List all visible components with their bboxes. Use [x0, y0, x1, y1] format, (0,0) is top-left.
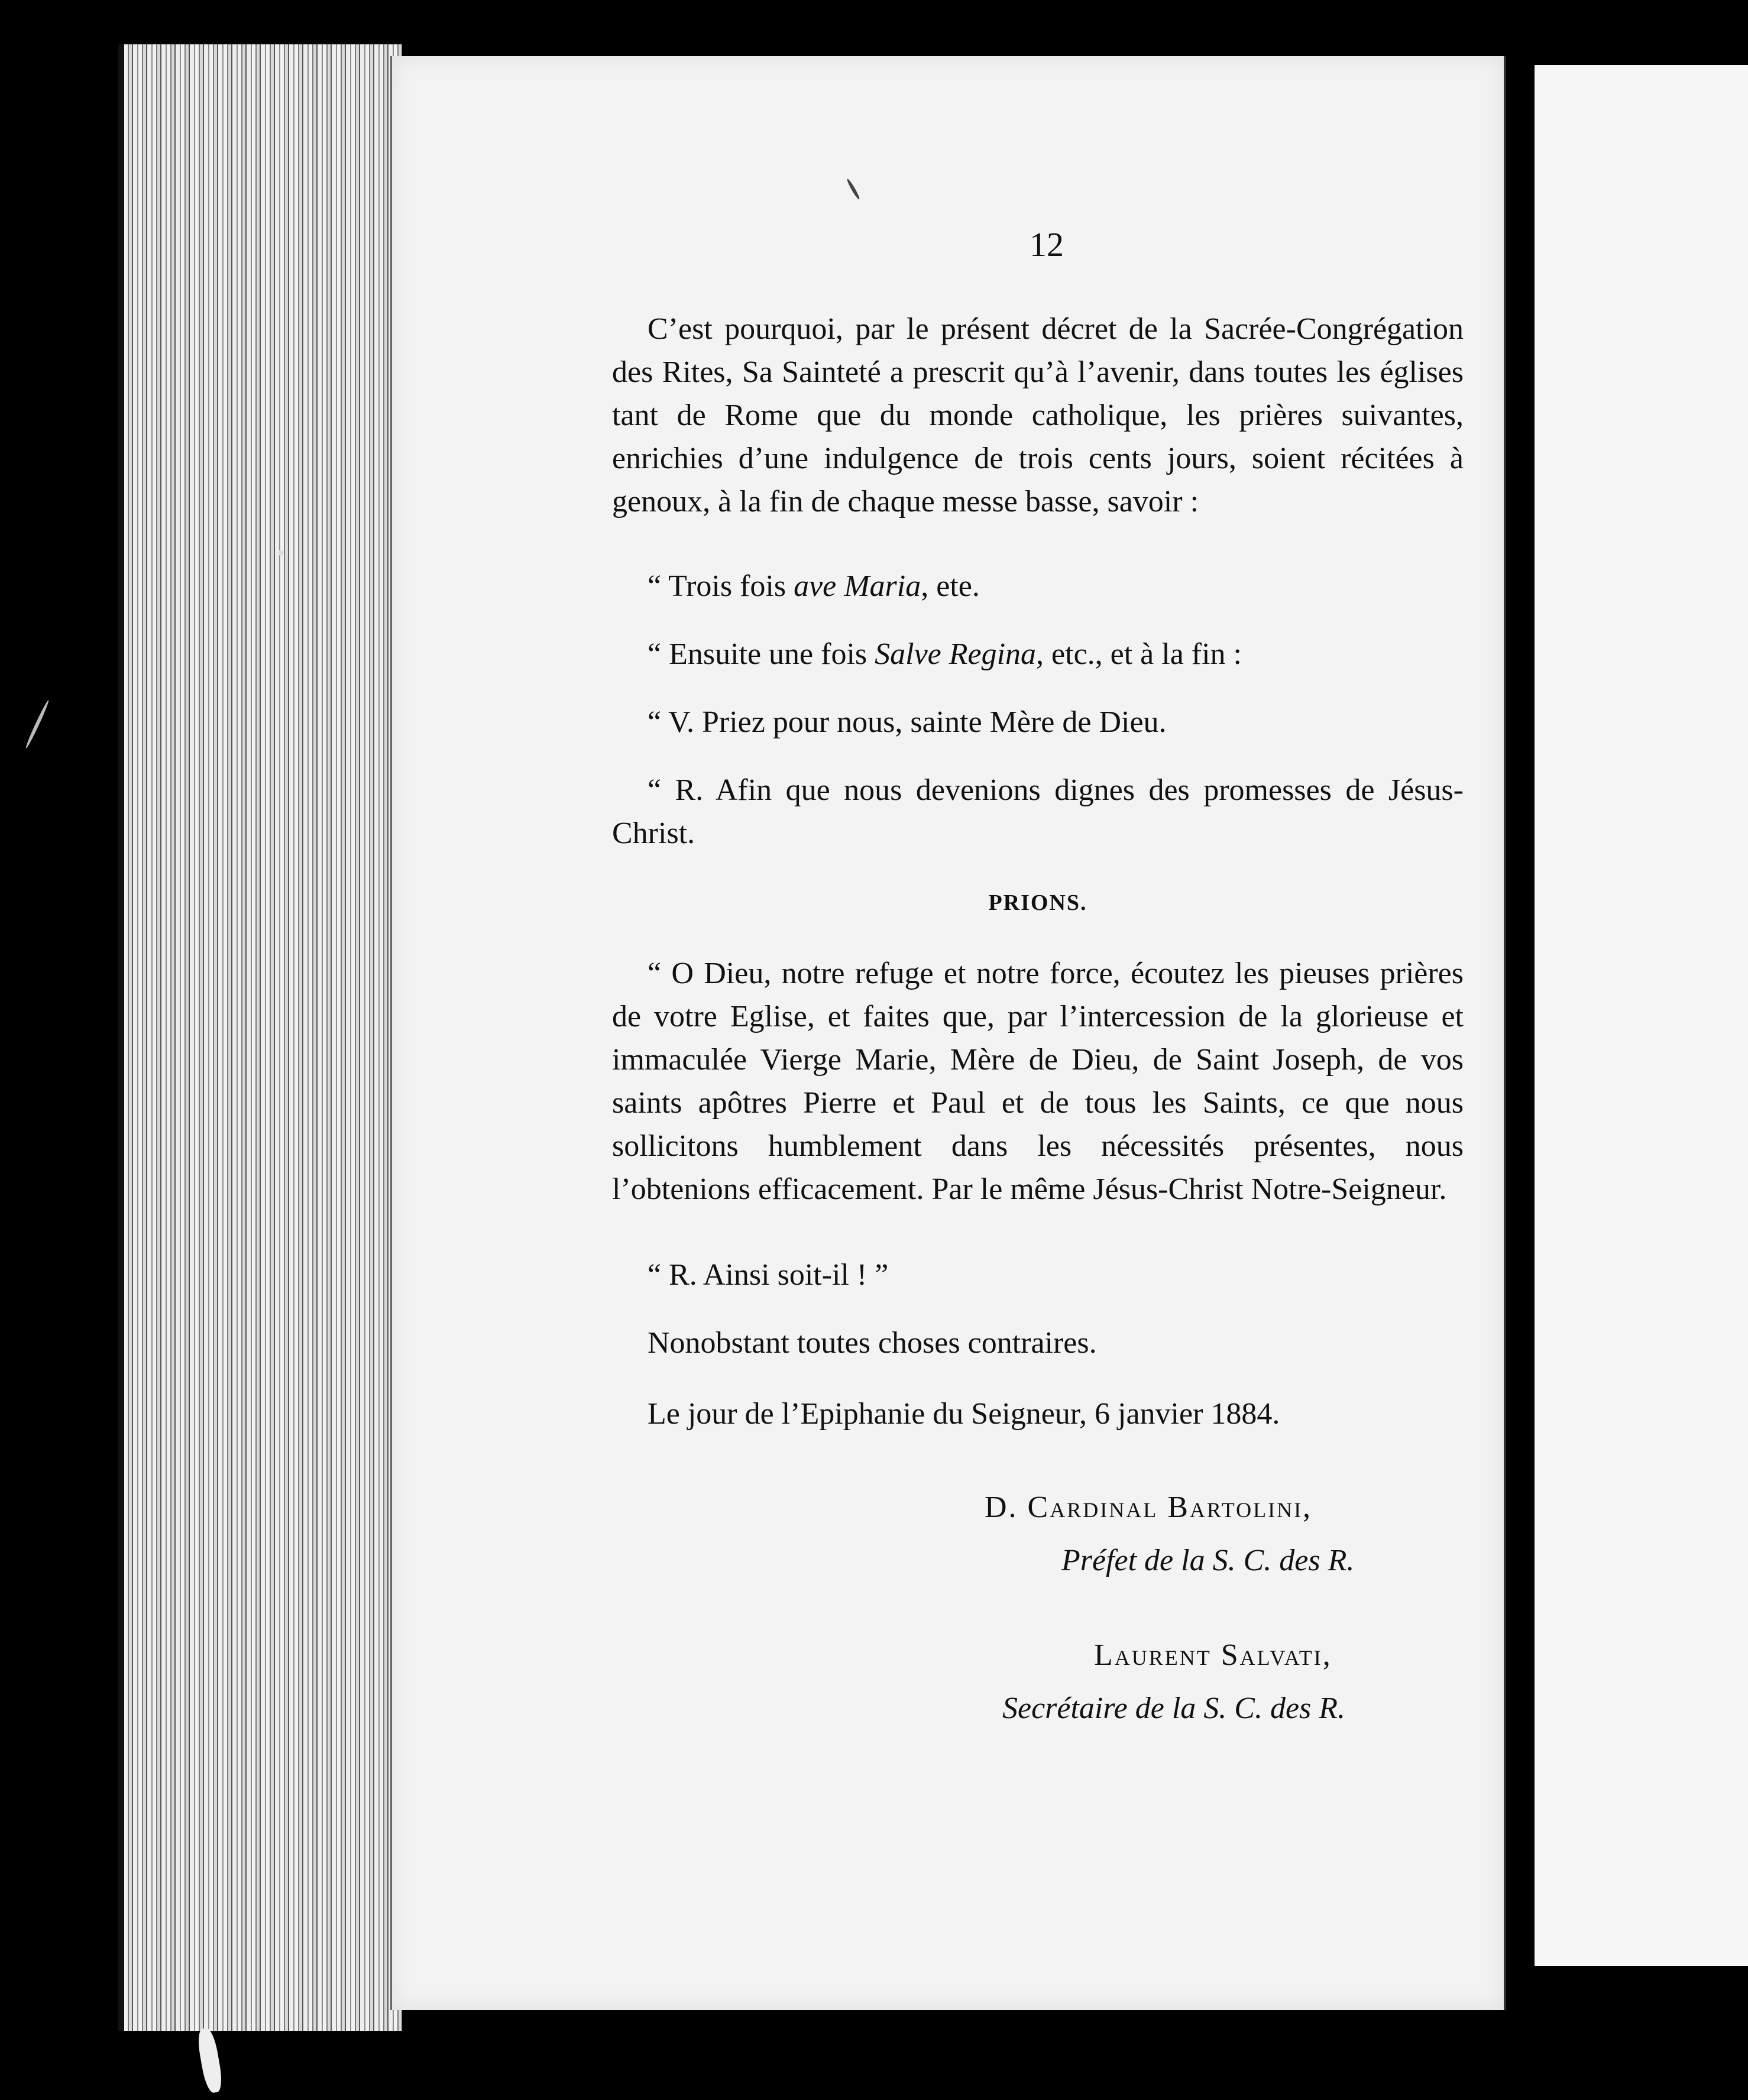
signature-salvati-name: Laurent Salvati, — [1094, 1638, 1332, 1672]
line-salve-regina — [648, 633, 1242, 676]
signature-bartolini-name: D. Cardinal Bartolini, — [985, 1490, 1313, 1524]
heading-prions: PRIONS. — [988, 890, 1087, 915]
opposite-page-edge — [1535, 65, 1748, 1966]
line-salve-italic: Salve Regina — [875, 637, 1037, 671]
scan-artifact — [196, 2027, 225, 2094]
paragraph-decree: C’est pourquoi, par le présent décret de la Sacrée-Congrégation des Rites, Sa Sainteté a prescrit qu’à l’avenir, dans toutes les églises tant de Rome que du monde catholique, les prières suivantes, enrichies d’une indulgence de trois cents jours, soient récitées à genoux, à la fin de chaque messe basse, savoir : — [612, 312, 1464, 518]
signature-salvati-title: Secrétaire de la S. C. des R. — [1002, 1691, 1346, 1725]
line-ave-maria — [648, 565, 980, 608]
paragraph-response: “ R. Afin que nous devenions dignes des promesses de Jésus-Christ. — [612, 773, 1464, 850]
book-page-edges — [118, 44, 402, 2031]
line-ave-italic: ave Maria — [794, 569, 921, 603]
line-ave-suffix: , ete. — [921, 569, 980, 603]
scan-artifact — [278, 550, 284, 556]
signature-bartolini-title: Préfet de la S. C. des R. — [1061, 1544, 1355, 1577]
line-nonobstant: Nonobstant toutes choses contraires. — [648, 1326, 1097, 1360]
line-date: Le jour de l’Epiphanie du Seigneur, 6 janvier 1884. — [648, 1397, 1280, 1431]
line-ave-prefix: “ Trois fois — [648, 569, 794, 603]
paragraph-prayer: “ O Dieu, notre refuge et notre force, écoutez les pieuses prières de votre Eglise, et faites que, par l’intercession de la glorieuse et immaculée Vierge Marie, Mère de Dieu, de Saint Joseph, de vos saints apôtres Pierre et Paul et de tous les Saints, ce que nous sollicitons humblement dans les nécessités présentes, nous l’obtenions efficacement. Par le même Jésus-Christ Notre-Seigneur. — [612, 957, 1464, 1206]
line-salve-suffix: , etc., et à la fin : — [1036, 637, 1242, 671]
line-ainsi-soit-il: “ R. Ainsi soit-il ! ” — [648, 1258, 889, 1292]
line-versicle: “ V. Priez pour nous, sainte Mère de Dieu. — [648, 705, 1167, 739]
page-number: 12 — [1030, 225, 1064, 264]
line-salve-prefix: “ Ensuite une fois — [648, 637, 875, 671]
scan-artifact — [24, 699, 50, 749]
